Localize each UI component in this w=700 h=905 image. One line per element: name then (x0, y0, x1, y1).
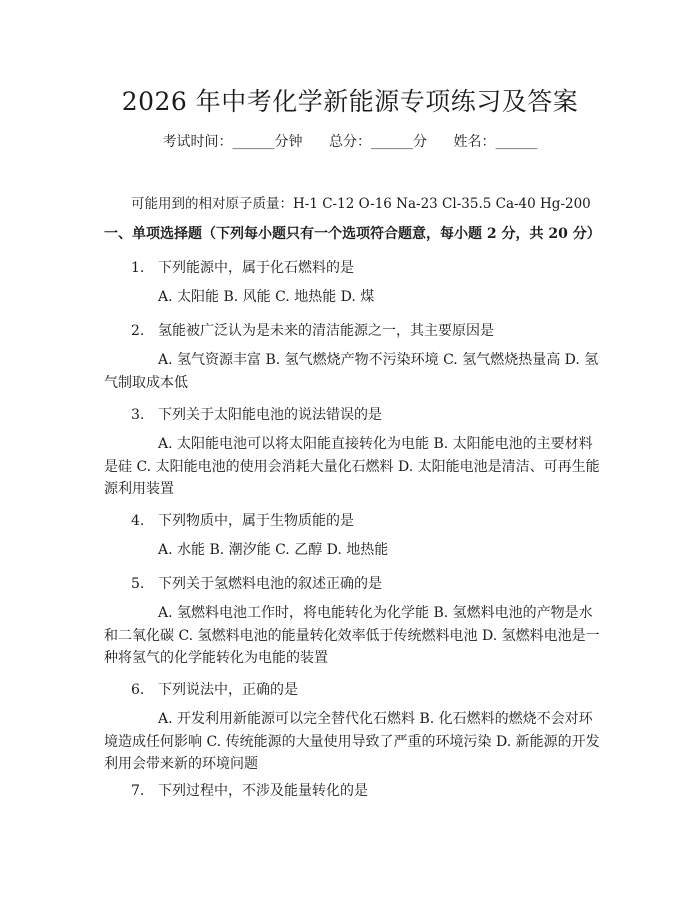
exam-time-field: 考试时间：______分钟 (162, 134, 303, 150)
question-text: 下列物质中，属于生物质能的是 (158, 513, 354, 529)
question-text: 下列说法中，正确的是 (158, 682, 298, 698)
student-name-field: 姓名：______ (453, 134, 538, 150)
question-number: 4. (131, 513, 145, 529)
question-stem (131, 257, 354, 277)
question-number: 6. (131, 682, 145, 698)
question-options: A. 太阳能电池可以将太阳能直接转化为电能 B. 太阳能电池的主要材料是硅 C. 太阳能电池的使用会消耗大量化石燃料 D. 太阳能电池是清洁、可再生能源利用装置 (104, 436, 600, 497)
page-title: 2026 年中考化学新能源专项练习及答案 (121, 87, 579, 116)
atomic-mass-note: 可能用到的相对原子质量：H-1 C-12 O-16 Na-23 Cl-35.5 Ca-40 Hg-200 (131, 196, 591, 212)
question-options: A. 开发利用新能源可以完全替代化石燃料 B. 化石燃料的燃烧不会对环境造成任何影响 C. 传统能源的大量使用导致了严重的环境污染 D. 新能源的开发利用会带来新的环境问题 (104, 711, 600, 772)
question-number: 3. (131, 407, 145, 423)
question-options: A. 氢燃料电池工作时，将电能转化为化学能 B. 氢燃料电池的产物是水和二氧化碳 C. 氢燃料电池的能量转化效率低于传统燃料电池 D. 氢燃料电池是一种将氢气的化学能转化为电能的装置 (104, 605, 600, 666)
question-stem (131, 573, 382, 593)
total-score-field: 总分：______分 (329, 134, 427, 150)
question-text: 下列关于氢燃料电池的叙述正确的是 (158, 576, 382, 592)
question-text: 下列能源中，属于化石燃料的是 (158, 260, 354, 276)
question-stem (131, 320, 494, 340)
question-number: 2. (131, 323, 145, 339)
question-number: 5. (131, 576, 145, 592)
question-stem (131, 679, 298, 699)
question-text: 下列关于太阳能电池的说法错误的是 (158, 407, 382, 423)
question-text: 氢能被广泛认为是未来的清洁能源之一，其主要原因是 (158, 323, 494, 339)
question-options: A. 氢气资源丰富 B. 氢气燃烧产物不污染环境 C. 氢气燃烧热量高 D. 氢气制取成本低 (104, 352, 599, 391)
section-heading: 一、单项选择题（下列每小题只有一个选项符合题意，每小题 2 分，共 20 分） (104, 226, 601, 242)
question-text: 下列过程中，不涉及能量转化的是 (158, 783, 368, 799)
question-stem (131, 404, 382, 424)
question-stem (131, 780, 368, 800)
exam-meta (0, 131, 700, 151)
question-number: 1. (131, 260, 145, 276)
question-stem (131, 510, 354, 530)
question-options: A. 水能 B. 潮汐能 C. 乙醇 D. 地热能 (158, 542, 389, 558)
question-number: 7. (131, 783, 145, 799)
question-options: A. 太阳能 B. 风能 C. 地热能 D. 煤 (158, 289, 375, 305)
